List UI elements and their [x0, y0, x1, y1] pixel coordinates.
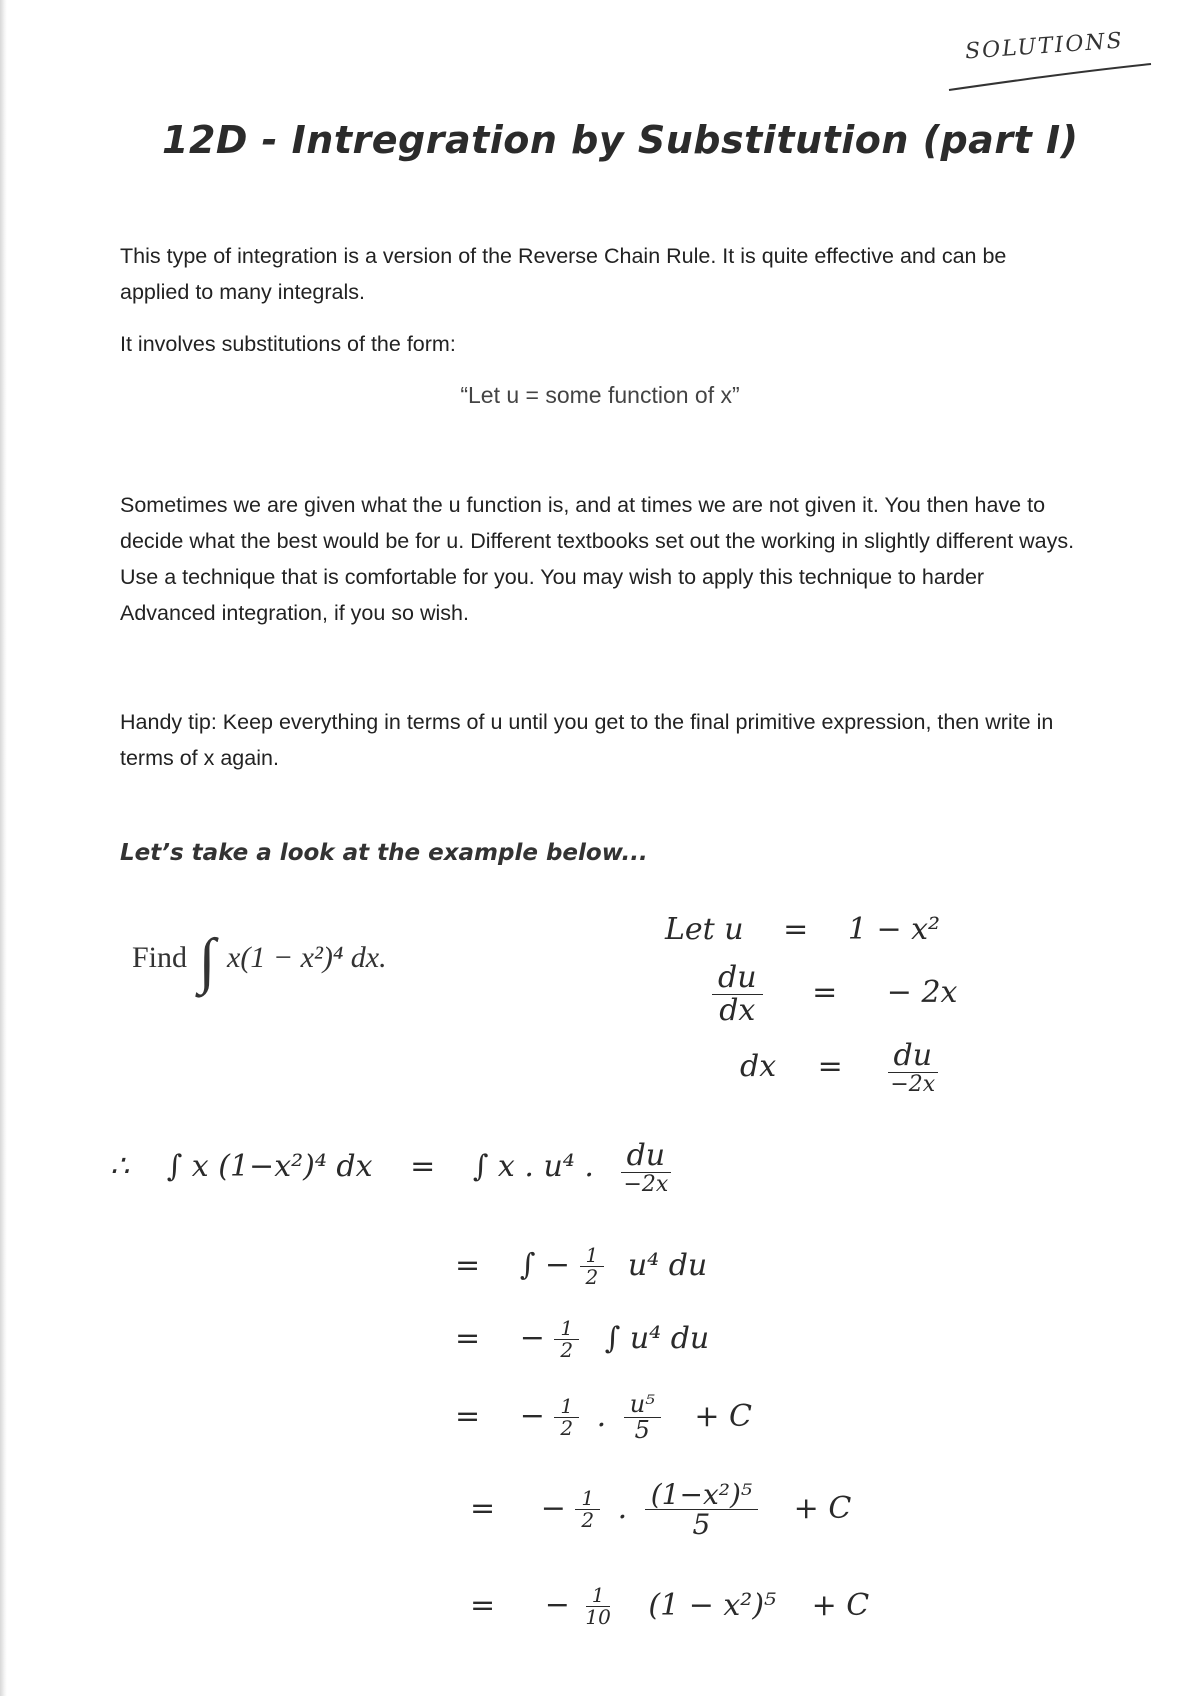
denominator: 2 [585, 1265, 599, 1289]
tenth-fraction [579, 1585, 616, 1628]
sub-u-value: 1 − x² [847, 912, 941, 947]
du-over-minus-2x [617, 1140, 674, 1196]
numerator: 1 [554, 1318, 579, 1340]
find-label: Find [132, 941, 188, 974]
therefore-symbol: ∴ [110, 1148, 130, 1184]
working-row-6-b: (1 − x²)⁵ [648, 1587, 777, 1623]
half-fraction [575, 1488, 600, 1531]
sub-equals: = [783, 912, 809, 947]
working-row-5 [470, 1480, 851, 1540]
substitution-quote: “Let u = some function of x” [460, 382, 740, 408]
handy-tip: Handy tip: Keep everything in terms of u until you get to the final primitive expression, then write in terms of x again. [120, 710, 1054, 770]
half-fraction [554, 1318, 579, 1361]
working-row-2-a: ∫ − [519, 1247, 570, 1283]
scan-edge-shadow [0, 0, 7, 1696]
working-row-6 [470, 1585, 869, 1628]
plus-c: + C [793, 1490, 852, 1526]
solutions-underline [945, 58, 1155, 98]
sub-line-2 [712, 962, 957, 1026]
du-numerator: du [621, 1140, 672, 1173]
working-row-4-a: − [519, 1398, 545, 1434]
numerator: u⁵ [624, 1392, 661, 1418]
dx-denominator: dx [719, 992, 756, 1028]
working-row-3-b: ∫ u⁴ du [604, 1320, 710, 1356]
dot: . [617, 1490, 628, 1526]
derivative-value: − 2x [886, 975, 958, 1010]
numerator: 1 [575, 1488, 600, 1510]
working-row-2 [455, 1245, 707, 1288]
working-equals: = [455, 1247, 481, 1283]
solutions-note: SOLUTIONS [964, 28, 1125, 65]
numerator: (1−x²)⁵ [645, 1480, 758, 1510]
bracket-over-5-fraction [645, 1480, 758, 1540]
du-numerator: du [888, 1040, 939, 1073]
working-equals: = [455, 1320, 481, 1356]
sub-equals: = [812, 975, 838, 1010]
numerator: 1 [554, 1396, 579, 1418]
intro-paragraph-2: It involves substitutions of the form: [120, 332, 456, 356]
working-row-6-a: − [544, 1587, 570, 1623]
du-dx-fraction [712, 962, 763, 1026]
denominator: 2 [581, 1508, 595, 1533]
plus-c: + C [811, 1587, 870, 1623]
sub-equals: = [817, 1048, 843, 1084]
minus-2x-denominator: −2x [623, 1171, 669, 1197]
numerator: 1 [586, 1585, 611, 1607]
sub-line-3 [740, 1040, 941, 1096]
plus-c: + C [694, 1398, 753, 1434]
intro-paragraph-1: This type of integration is a version of the Reverse Chain Rule. It is quite effective and can be applied to many integrals. [120, 244, 1007, 304]
denominator: 10 [585, 1605, 611, 1629]
u5-over-5-fraction [624, 1392, 661, 1443]
working-row-3-a: − [519, 1320, 545, 1356]
dx-fraction [884, 1040, 941, 1096]
minus-2x-denominator: −2x [890, 1071, 936, 1097]
integral-sign: ∫ [198, 927, 216, 995]
working-row-3 [455, 1318, 709, 1361]
working-row-1-expr: ∫ x . u⁴ . [472, 1148, 594, 1184]
working-equals: = [470, 1490, 496, 1526]
working-equals: = [455, 1398, 481, 1434]
dot: . [596, 1398, 607, 1434]
du-numerator: du [712, 962, 763, 995]
working-equals: = [410, 1148, 436, 1184]
denominator: 5 [634, 1416, 650, 1445]
page-title: 12D - Intregration by Substitution (part I) [162, 118, 1079, 162]
working-equals: = [470, 1587, 496, 1623]
working-row-2-b: u⁴ du [627, 1247, 708, 1283]
integrand: x(1 − x²)⁴ dx. [227, 941, 387, 974]
sub-let-u: Let u [665, 912, 744, 947]
dx-label: dx [740, 1048, 777, 1084]
intro-paragraph-3: Sometimes we are given what the u function is, and at times we are not given it. You then have to decide what the best would be for u. Different textbooks set out the working in slightly different ways. Use a technique that is comfortable for you. You may wish to apply this technique to harder Advanced integration, if you so wish. [120, 493, 1075, 625]
working-row-4 [455, 1392, 752, 1443]
half-fraction [554, 1396, 579, 1439]
sub-line-1 [665, 912, 940, 947]
denominator: 2 [560, 1338, 574, 1362]
numerator: 1 [580, 1245, 605, 1267]
working-lhs: ∫ x (1−x²)⁴ dx [166, 1148, 373, 1184]
example-problem [132, 912, 387, 995]
denominator: 5 [692, 1508, 711, 1542]
working-row-5-a: − [540, 1490, 566, 1526]
half-fraction [580, 1245, 605, 1288]
working-row-1 [110, 1140, 674, 1196]
example-heading: Let’s take a look at the example below... [120, 840, 648, 866]
denominator: 2 [560, 1416, 574, 1441]
